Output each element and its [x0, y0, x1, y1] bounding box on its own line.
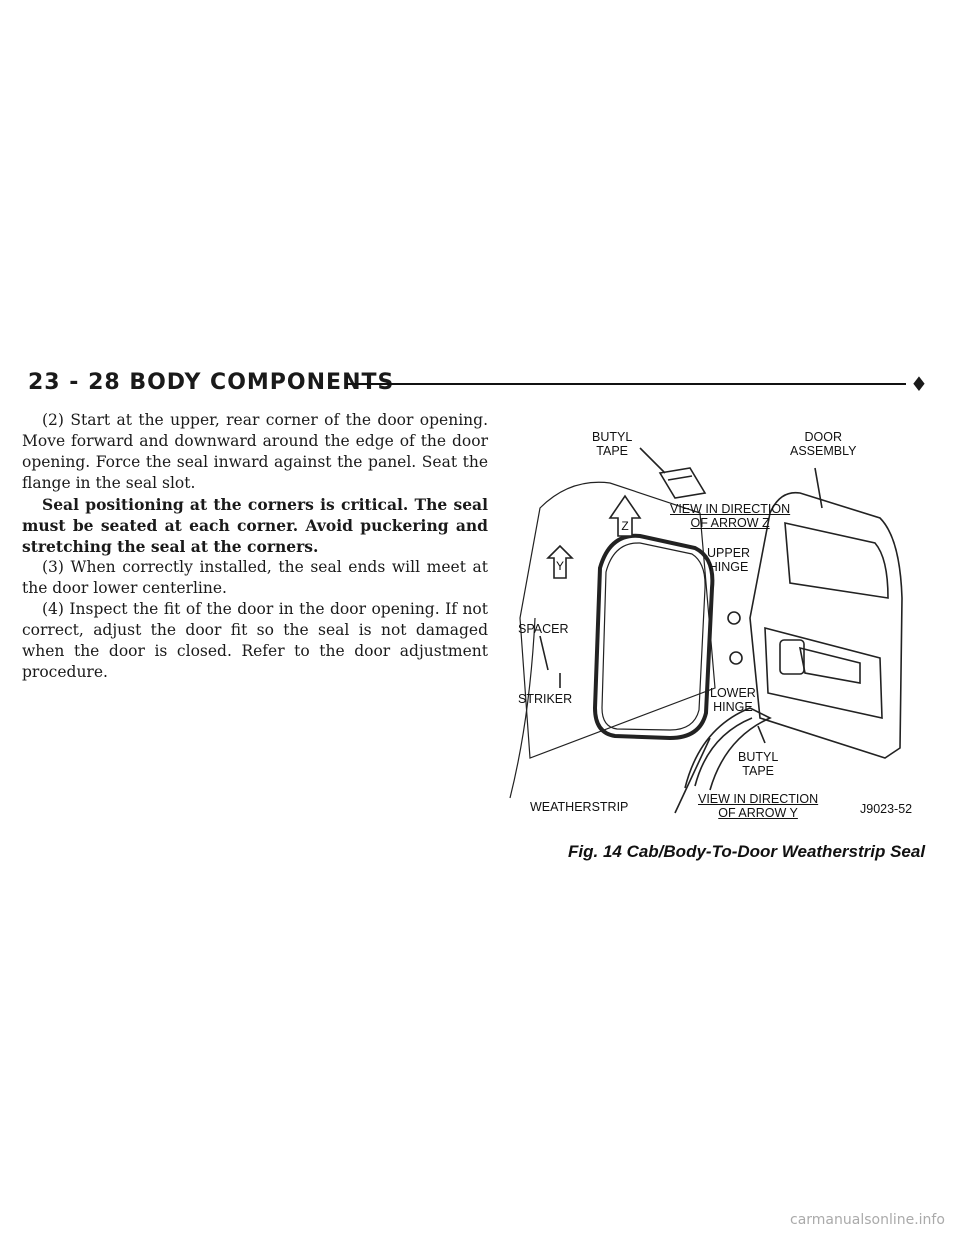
label-line: BUTYL: [592, 430, 633, 444]
butyl-tape-bottom-label: [738, 750, 778, 778]
label-line: HINGE: [708, 560, 749, 574]
label-line: TAPE: [596, 444, 629, 458]
label-line: LOWER: [710, 686, 756, 700]
label-line: TAPE: [742, 764, 775, 778]
watermark: carmanualsonline.info: [790, 1212, 945, 1228]
step-3-paragraph: (3) When correctly installed, the seal ends will meet at the door lower centerline.: [22, 558, 488, 597]
lower-hinge-label: [710, 686, 756, 714]
arrow-z-label: Z: [621, 519, 629, 533]
label-line: ASSEMBLY: [790, 444, 857, 458]
arrow-y-label: Y: [555, 559, 565, 573]
spacer-label: SPACER: [518, 622, 569, 636]
weatherstrip-label: WEATHERSTRIP: [530, 800, 629, 814]
striker-label: STRIKER: [518, 692, 573, 706]
butyl-tape-top-label: [592, 430, 632, 458]
label-line: UPPER: [707, 546, 751, 560]
critical-note: Seal positioning at the corners is critical. The seal must be seated at each corner. Avoid puckering and stretching the seal at the corners.: [22, 495, 488, 556]
view-y-label: [698, 792, 818, 820]
label-line: OF ARROW Y: [718, 806, 798, 820]
view-z-label: [670, 502, 790, 530]
label-line: VIEW IN DIRECTION: [698, 792, 819, 806]
section-title: 23 - 28 BODY COMPONENTS: [28, 370, 395, 395]
figure-code: J9023-52: [860, 802, 913, 816]
upper-hinge-label: [707, 546, 750, 574]
figure-caption: Fig. 14 Cab/Body-To-Door Weatherstrip Seal: [568, 842, 926, 861]
diamond-icon: ♦: [910, 372, 928, 396]
label-line: OF ARROW Z: [690, 516, 770, 530]
label-line: VIEW IN DIRECTION: [670, 502, 791, 516]
text-column: [22, 410, 488, 683]
door-assembly-label: [790, 430, 856, 458]
page-header: [28, 368, 928, 402]
header-rule: [346, 383, 906, 385]
label-line: DOOR: [804, 430, 842, 444]
step-4-paragraph: (4) Inspect the fit of the door in the door opening. If not correct, adjust the door fit so the seal is not damaged when the door is closed. Refer to the door adjustment procedure.: [22, 600, 488, 681]
label-line: HINGE: [713, 700, 753, 714]
weatherstrip-figure: [500, 418, 930, 838]
label-line: BUTYL: [738, 750, 779, 764]
step-2-paragraph: (2) Start at the upper, rear corner of the door opening. Move forward and downward around the edge of the door opening. Force the seal inward against the panel. Seat the flange in the seal slot.: [22, 411, 488, 492]
